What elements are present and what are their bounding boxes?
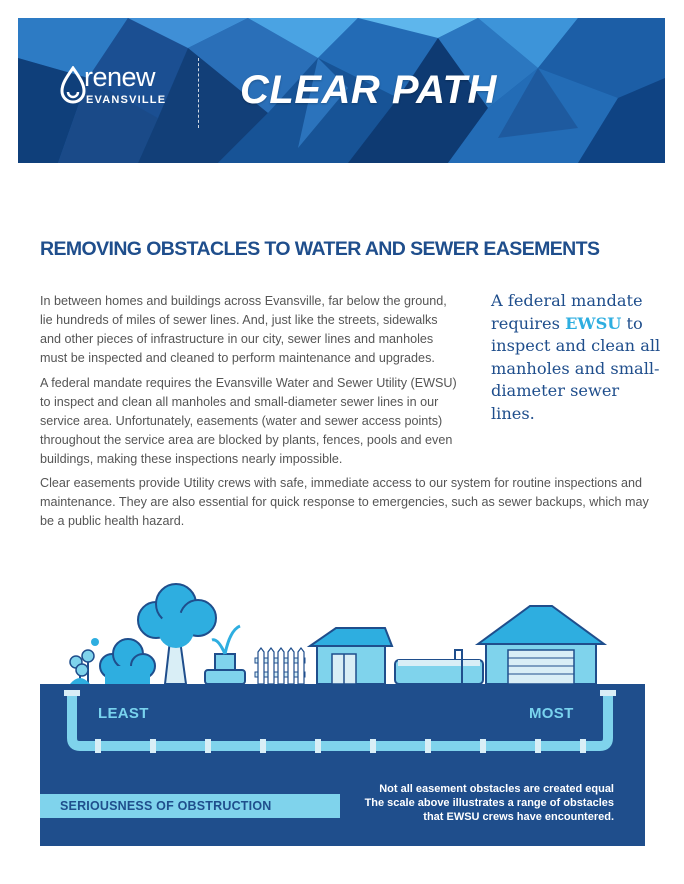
pull-quote-highlight: EWSU bbox=[565, 313, 622, 333]
section-headline: REMOVING OBSTACLES TO WATER AND SEWER EASEMENTS bbox=[40, 238, 600, 260]
logo-city: EVANSVILLE bbox=[86, 94, 167, 106]
water-drop-icon bbox=[60, 66, 86, 106]
paragraph-3: Clear easements provide Utility crews with safe, immediate access to our system for routine inspections and maintenance. They are also essential for quick response to emergencies, such as sewer backups, which may be a public health hazard. bbox=[40, 476, 649, 528]
pool-icon bbox=[395, 650, 483, 684]
header-banner bbox=[18, 18, 665, 163]
paragraph-2: A federal mandate requires the Evansville Water and Sewer Utility (EWSU) to inspect and clean all manholes and small-diameter sewer lines in our service area. Unfortunately, easements (water and sewer access points) throughout the service area are blocked by plants, fences, pools and even buildings, making these inspections nearly impossible. bbox=[40, 376, 457, 466]
header-divider bbox=[198, 58, 199, 128]
garage-icon bbox=[478, 606, 604, 684]
pull-quote-end: to inspect and clean all manholes and small-diameter sewer lines. bbox=[491, 313, 661, 423]
fence-icon bbox=[255, 648, 305, 684]
pull-quote-start: A federal mandate requires bbox=[491, 291, 643, 333]
fountain-icon bbox=[205, 626, 245, 684]
scale-note-line: that EWSU crews have encountered. bbox=[423, 811, 614, 823]
scale-most-label: MOST bbox=[529, 705, 574, 722]
scale-least-label: LEAST bbox=[98, 705, 149, 722]
logo-word: renew bbox=[84, 62, 156, 92]
scale-note-line: Not all easement obstacles are created equal bbox=[379, 783, 614, 795]
bush-icon bbox=[100, 639, 155, 684]
paragraph-1: In between homes and buildings across Evansville, far below the ground, lie hundreds of miles of sewer lines. And, just like the streets, sidewalks and other pieces of infrastructure in our city, sewer lines and manholes must be inspected and cleaned to perform maintenance and upgrades. bbox=[40, 294, 447, 365]
pull-quote bbox=[491, 290, 661, 425]
scale-note-line: The scale above illustrates a range of obstacles bbox=[364, 797, 614, 809]
page-title: CLEAR PATH bbox=[240, 68, 497, 112]
shed-icon bbox=[310, 628, 392, 684]
flowers-icon bbox=[70, 638, 99, 684]
severity-label: SERIOUSNESS OF OBSTRUCTION bbox=[60, 799, 272, 813]
renew-evansville-logo bbox=[58, 60, 178, 120]
scale-note bbox=[365, 782, 614, 824]
